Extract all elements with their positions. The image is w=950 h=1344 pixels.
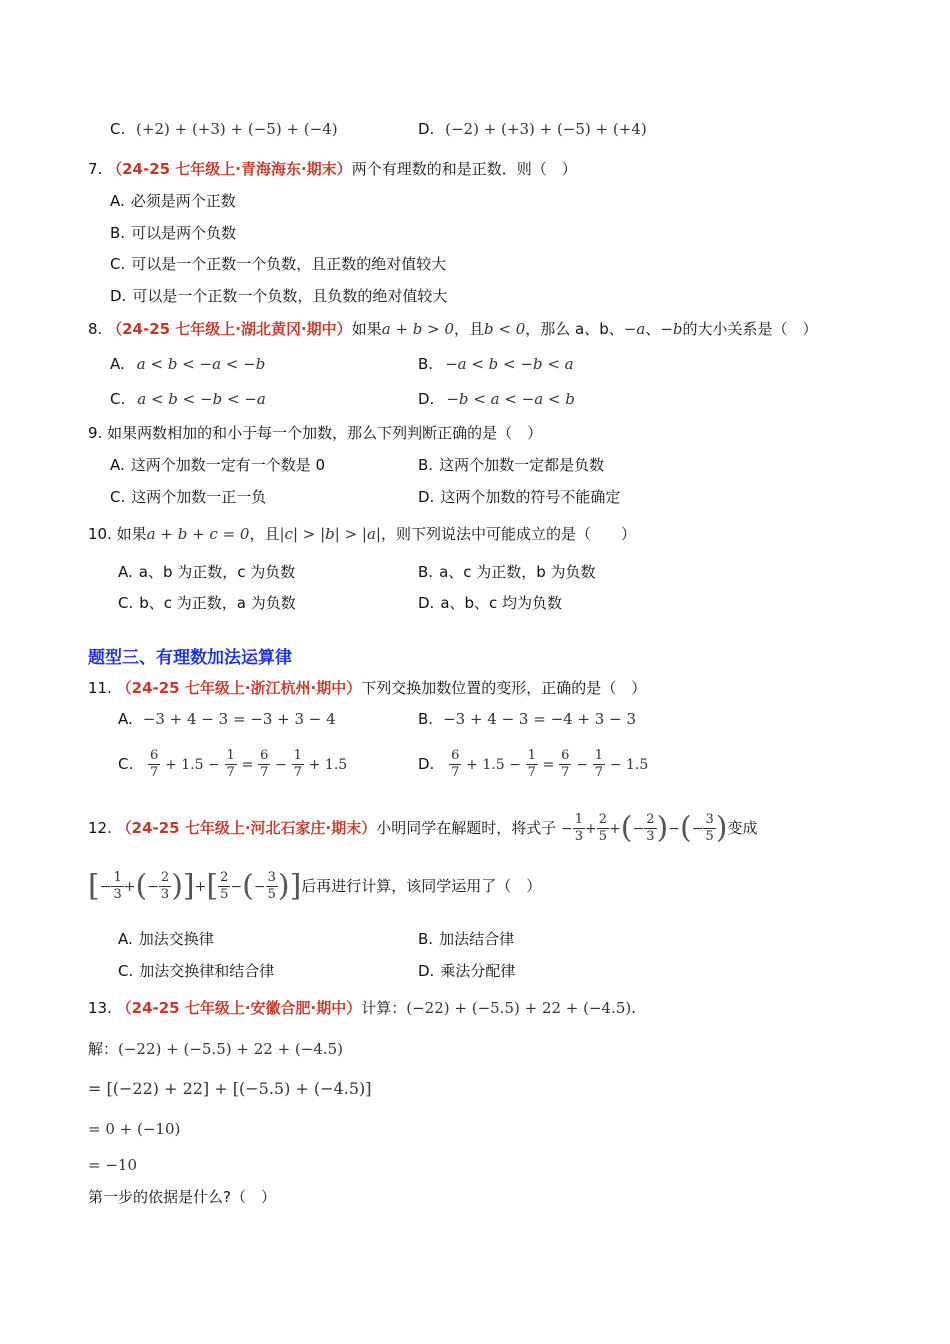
math-op: −	[147, 878, 159, 895]
option-expr: −b < a < −a < b	[446, 390, 575, 408]
fraction	[593, 748, 605, 781]
math-op: =	[542, 756, 555, 773]
math-expr: −a	[623, 320, 646, 338]
fraction	[559, 748, 571, 781]
section-heading: 题型三、有理数加法运算律	[88, 648, 292, 668]
numerator: 2	[646, 812, 655, 827]
paren: )	[277, 868, 290, 904]
option-text: a、b、c 均为负数	[440, 594, 563, 612]
option-label: A.	[118, 563, 133, 581]
denominator: 3	[160, 887, 170, 902]
q11-option-b	[418, 708, 636, 730]
q9-option-a	[110, 454, 325, 476]
math-op: −	[275, 756, 287, 773]
option-label: D.	[110, 287, 127, 305]
math-op: + 1.5 −	[466, 756, 521, 773]
bracket: [	[88, 868, 100, 904]
option-label: B.	[418, 355, 434, 373]
option-label: A.	[118, 930, 133, 948]
option-text: a、b 为正数，c 为负数	[138, 563, 296, 581]
math-op: −	[691, 820, 704, 837]
option-expr: a < b < −b < −a	[137, 390, 266, 408]
q7-option-b	[110, 222, 236, 244]
q10-option-b	[418, 561, 596, 583]
option-label: C.	[118, 962, 134, 980]
option-label: D.	[418, 594, 435, 612]
fraction	[573, 812, 585, 845]
numerator: 1	[226, 748, 235, 763]
question-source: （24-25 七年级上·浙江杭州·期中）	[116, 679, 362, 697]
math-op: −	[561, 820, 573, 837]
math-op: +	[123, 878, 136, 895]
denominator: 7	[527, 765, 536, 780]
bracket: [	[206, 868, 219, 904]
fraction	[159, 870, 171, 903]
denominator: 7	[451, 765, 460, 780]
option-label: C.	[110, 255, 126, 273]
option-label: D.	[418, 755, 435, 773]
option-text: a、c 为正数，b 为负数	[439, 563, 596, 581]
q8-option-d	[418, 388, 575, 410]
paren: )	[715, 810, 728, 846]
q7-option-c	[110, 253, 446, 275]
question-text: 变成	[727, 819, 758, 837]
option-label: A.	[118, 710, 133, 728]
q8-stem	[88, 318, 817, 340]
math-expr: b < 0	[484, 320, 526, 338]
q9-option-c	[110, 486, 266, 508]
denominator: 5	[220, 887, 229, 902]
question-text: 计算：	[361, 999, 407, 1017]
question-number: 11.	[88, 679, 112, 697]
numerator: 2	[598, 812, 608, 827]
math-op: −	[99, 878, 112, 895]
math-op: +	[585, 820, 597, 837]
denominator: 7	[260, 765, 269, 780]
math-op: −	[576, 756, 588, 773]
q8-option-b	[418, 353, 574, 375]
option-text: 加法交换律和结合律	[139, 962, 275, 980]
math-op: + 1.5	[308, 756, 348, 773]
question-text: ，且	[454, 320, 485, 338]
math-op: − 1.5	[609, 756, 649, 773]
q12-option-d	[418, 960, 515, 982]
option-expr: −3 + 4 − 3 = −4 + 3 − 3	[443, 710, 636, 728]
q11-option-d	[418, 744, 648, 785]
numerator: 6	[150, 748, 159, 763]
denominator: 3	[574, 829, 584, 844]
option-label: B.	[418, 563, 434, 581]
q7-stem	[88, 158, 577, 180]
denominator: 7	[293, 765, 302, 780]
q9-option-b	[418, 454, 604, 476]
numerator: 6	[561, 748, 570, 763]
math-op: =	[241, 756, 254, 773]
math-op: −	[253, 878, 266, 895]
question-text: 两个有理数的和是正数．则（ ）	[351, 160, 577, 178]
paren: (	[620, 810, 633, 846]
option-text: 这两个加数一定有一个数是 0	[130, 456, 326, 474]
math-expr: |c| > |b| > |a|	[279, 525, 381, 543]
option-text: 加法交换律	[138, 930, 214, 948]
q12-stem	[88, 808, 757, 849]
paren: (	[135, 868, 148, 904]
option-text: 这两个加数的符号不能确定	[440, 488, 621, 506]
option-label: C.	[110, 390, 126, 408]
option-label: D.	[418, 488, 435, 506]
question-text: 如果	[116, 525, 147, 543]
math-op: −	[632, 820, 645, 837]
math-op: +	[609, 820, 621, 837]
q12-option-b	[418, 928, 514, 950]
option-label: D.	[418, 390, 435, 408]
q10-option-c	[118, 592, 296, 614]
question-text: 下列交换加数位置的变形，正确的是（ ）	[361, 679, 647, 697]
math-expr: = [(−22) + 22] + [(−5.5) + (−4.5)]	[88, 1079, 372, 1098]
option-text: 乘法分配律	[440, 962, 516, 980]
q13-solution-step1	[88, 1078, 371, 1100]
math-expr: a + b > 0	[381, 320, 455, 338]
denominator: 5	[598, 829, 608, 844]
q6-option-d	[418, 118, 647, 140]
question-number: 9.	[88, 424, 103, 442]
q10-option-a	[118, 561, 295, 583]
q13-followup-question	[88, 1186, 276, 1208]
question-source: （24-25 七年级上·湖北黄冈·期中）	[107, 320, 352, 338]
question-text: 如果两数相加的和小于每一个加数，那么下列判断正确的是（ ）	[107, 424, 543, 442]
q10-option-d	[418, 592, 562, 614]
numerator: 1	[594, 748, 604, 763]
math-op: +	[194, 878, 207, 895]
math-expr: = −10	[88, 1156, 137, 1174]
paren: (	[679, 810, 692, 846]
bracket: ]	[182, 868, 195, 904]
q13-stem	[88, 997, 636, 1019]
option-label: A.	[110, 456, 125, 474]
math-op: + 1.5 −	[165, 756, 220, 773]
option-expr: −a < b < −b < a	[445, 355, 574, 373]
denominator: 7	[150, 765, 159, 780]
option-label: C.	[110, 120, 126, 138]
denominator: 5	[267, 887, 276, 902]
denominator: 7	[561, 765, 570, 780]
q8-option-a	[110, 353, 265, 375]
option-text: b、c 为正数，a 为负数	[139, 594, 296, 612]
q6-option-c	[110, 118, 338, 140]
numerator: 3	[267, 870, 276, 885]
option-label: C.	[118, 594, 134, 612]
option-label: B.	[110, 224, 126, 242]
question-number: 12.	[88, 819, 112, 837]
math-expr: −b	[660, 320, 683, 338]
question-source: （24-25 七年级上·安徽合肥·期中）	[116, 999, 362, 1017]
fraction	[292, 748, 304, 781]
q7-option-a	[110, 190, 236, 212]
option-label: B.	[418, 710, 434, 728]
denominator: 3	[113, 887, 122, 902]
question-text: 后再进行计算，该同学运用了（ ）	[301, 877, 542, 895]
question-text: 的大小关系是（ ）	[682, 320, 818, 338]
numerator: 1	[574, 812, 584, 827]
option-text: 可以是一个正数一个负数，且正数的绝对值较大	[131, 255, 447, 273]
fraction	[449, 748, 461, 781]
q12-stem-cont	[88, 866, 541, 907]
math-op: −	[230, 878, 243, 895]
question-source: （24-25 七年级上·河北石家庄·期末）	[116, 819, 377, 837]
question-text: ，则下列说法中可能成立的是（ ）	[380, 525, 636, 543]
option-label: C.	[118, 755, 134, 773]
paren: (	[242, 868, 254, 904]
question-text: 如果	[351, 320, 382, 338]
option-text: 可以是两个负数	[131, 224, 237, 242]
numerator: 1	[527, 748, 536, 763]
math-expr: = 0 + (−10)	[88, 1120, 181, 1138]
question-number: 10.	[88, 525, 112, 543]
option-expr: −3 + 4 − 3 = −3 + 3 − 4	[142, 710, 336, 728]
q9-option-d	[418, 486, 620, 508]
q12-option-c	[118, 960, 274, 982]
q13-solution-step3	[88, 1154, 137, 1176]
fraction	[225, 748, 237, 781]
numerator: 6	[260, 748, 269, 763]
option-label: C.	[110, 488, 126, 506]
option-text: 这两个加数一定都是负数	[439, 456, 605, 474]
fraction	[218, 870, 230, 903]
denominator: 7	[594, 765, 604, 780]
q13-solution-step0	[88, 1038, 343, 1060]
question-text: 第一步的依据是什么?（ ）	[88, 1188, 276, 1206]
q10-stem	[88, 523, 636, 545]
option-label: A.	[110, 355, 125, 373]
question-text: ，那么 a、b、	[525, 320, 624, 338]
option-expr: (+2) + (+3) + (−5) + (−4)	[136, 120, 338, 138]
numerator: 2	[160, 870, 170, 885]
option-label: B.	[418, 930, 434, 948]
option-label: A.	[110, 192, 125, 210]
question-text: ，且	[249, 525, 280, 543]
fraction	[644, 812, 656, 845]
numerator: 3	[705, 812, 714, 827]
denominator: 5	[705, 829, 714, 844]
fraction	[526, 748, 538, 781]
question-source: （24-25 七年级上·青海海东·期末）	[107, 160, 352, 178]
question-number: 8.	[88, 320, 103, 338]
option-label: D.	[418, 120, 435, 138]
bracket: ]	[289, 868, 302, 904]
fraction	[703, 812, 715, 845]
fraction	[111, 870, 123, 903]
numerator: 6	[451, 748, 460, 763]
q9-stem	[88, 422, 542, 444]
option-label: D.	[418, 962, 435, 980]
q12-option-a	[118, 928, 214, 950]
fraction	[148, 748, 160, 781]
denominator: 3	[646, 829, 655, 844]
math-expr: (−22) + (−5.5) + 22 + (−4.5)	[406, 999, 632, 1017]
math-expr: (−22) + (−5.5) + 22 + (−4.5)	[118, 1040, 344, 1058]
fraction	[266, 870, 278, 903]
q11-option-a	[118, 708, 336, 730]
math-op: −	[668, 820, 680, 837]
q8-option-c	[110, 388, 266, 410]
question-text: 小明同学在解题时，将式子	[376, 819, 557, 837]
solution-label: 解：	[88, 1040, 119, 1058]
question-text: .	[631, 999, 637, 1017]
numerator: 2	[220, 870, 229, 885]
question-number: 7.	[88, 160, 103, 178]
numerator: 1	[113, 870, 122, 885]
question-text: 、	[645, 320, 661, 338]
denominator: 7	[226, 765, 235, 780]
paren: )	[656, 810, 669, 846]
q7-option-d	[110, 285, 447, 307]
option-label: B.	[418, 456, 434, 474]
q11-option-c	[118, 744, 347, 785]
option-text: 必须是两个正数	[130, 192, 236, 210]
math-expr: a + b + c = 0	[146, 525, 250, 543]
q13-solution-step2	[88, 1118, 180, 1140]
option-text: 加法结合律	[439, 930, 515, 948]
option-text: 这两个加数一正一负	[131, 488, 267, 506]
fraction	[597, 812, 609, 845]
option-text: 可以是一个正数一个负数，且负数的绝对值较大	[132, 287, 448, 305]
option-expr: (−2) + (+3) + (−5) + (+4)	[445, 120, 647, 138]
fraction	[258, 748, 270, 781]
numerator: 1	[293, 748, 302, 763]
question-number: 13.	[88, 999, 112, 1017]
option-expr: a < b < −a < −b	[136, 355, 266, 373]
q11-stem	[88, 677, 646, 699]
paren: )	[171, 868, 183, 904]
